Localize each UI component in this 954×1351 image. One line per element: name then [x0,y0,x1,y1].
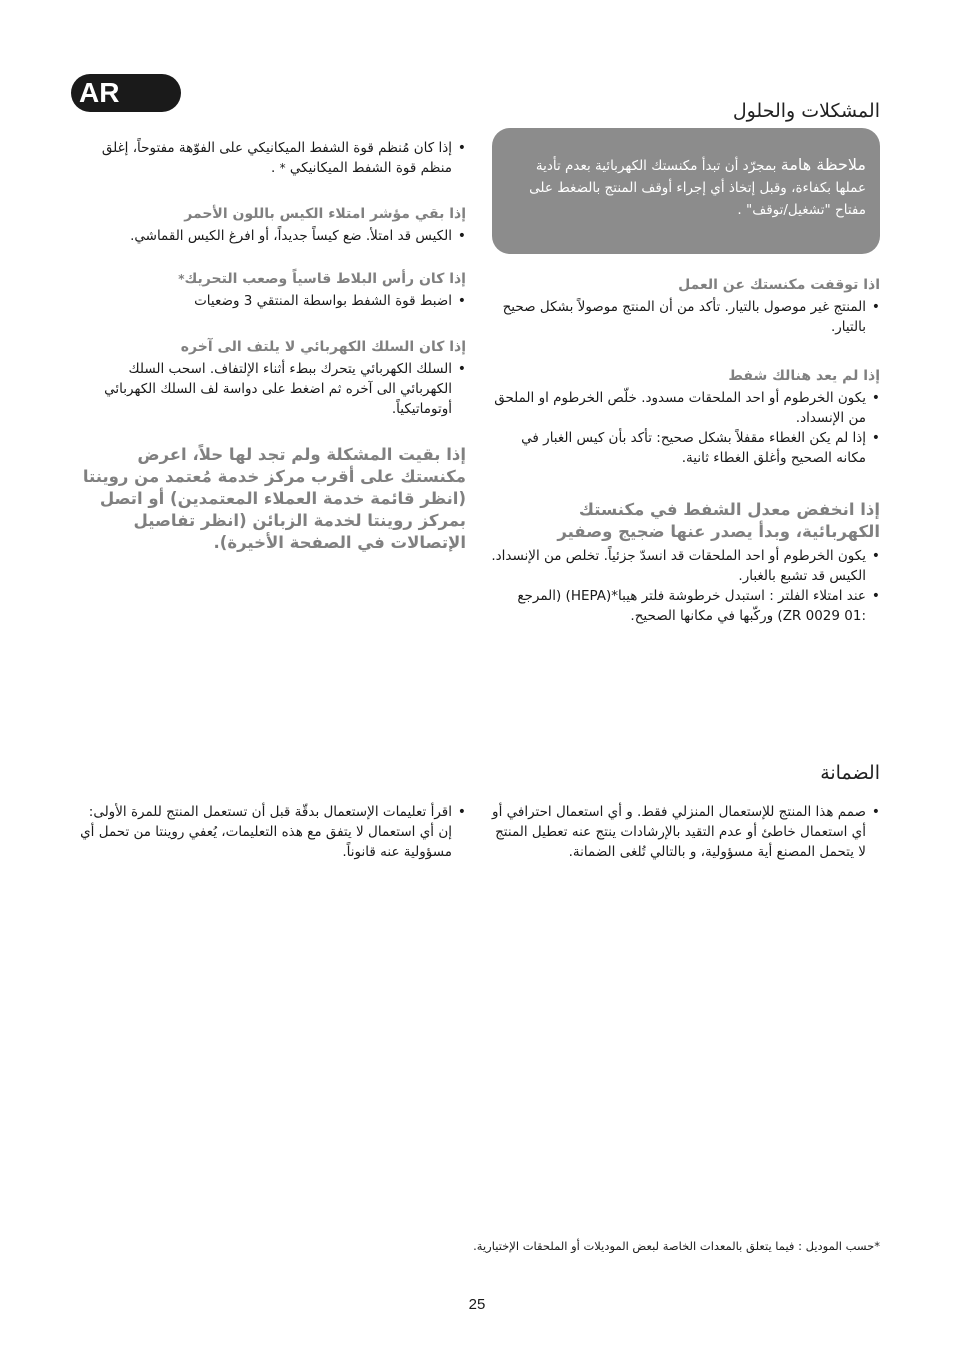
page-number: 25 [468,1296,486,1313]
stopped-heading: اذا توقفت مكنستك عن العمل [678,277,880,293]
stopped-item: • المنتج غير موصول بالتيار. تأكد من أن المنتج موصولاً بشكل صحيح بالتيار. [490,297,880,337]
red-indicator-heading: إذا بقي مؤشر امتلاء الكيس باللون الأحمر [184,206,466,222]
cord-heading: إذا كان السلك الكهربائي لا يلتف الى آخره [180,339,466,355]
reduced-suction-item-2: الكيس قد تشبع بالغبار. [738,568,866,584]
language-badge: AR [71,74,181,112]
stiff-head-section [76,270,466,311]
no-suction-section [490,367,880,468]
red-indicator-item: • الكيس قد امتلأ. ضع كيساً جديداً، أو افرغ الكيس القماشي. [76,226,466,246]
cord-section [76,338,466,419]
stopped-section [490,276,880,337]
cord-item: • السلك الكهربائي يتحرك ببطء أثناء الإلتفاف. اسحب السلك الكهربائي الى آخره ثم اضغط على دواسة لف السلك الكهربائي أوتوماتيكياً. [76,359,466,419]
reduced-suction-section [490,499,880,626]
footnote-star: * [178,272,185,286]
warranty-left-section [76,802,466,862]
no-suction-heading: إذا لم يعد هنالك شفط [728,368,880,384]
reduced-suction-heading: إذا انخفض معدل الشفط في مكنستك الكهربائية، وبدأ يصدر عنها ضجيج وصفير [557,500,880,541]
footnote-star: * [279,161,286,175]
persist-section [76,444,466,557]
no-suction-item-2: • إذا لم يكن الغطاء مقفلاً بشكل صحيح: تأكد بأن كيس الغبار في مكانه الصحيح وأغلق الغطاء ثانية. [490,428,880,468]
mechanical-regulator-section [76,138,466,178]
warranty-left-item: • اقرأ تعليمات الإستعمال بدقّة قبل أن تستعمل المنتج للمرة الأولى: إن أي استعمال لا يتفق مع هذه التعليمات، يُعفي روينتا من تحمل أي مسؤولية عنه قانوناً. [76,802,466,862]
stiff-head-item: • اضبط قوة الشفط بواسطة المنتقي 3 وضعيات [76,291,466,311]
note-label: ملاحظة هامة [780,155,866,174]
warranty-title: الضمانة [820,762,880,784]
warranty-right-section [490,802,880,862]
mechanical-regulator-item: • إذا كان مُنظم قوة الشفط الميكانيكي على الفوّهة مفتوحاً، إغلق منظم قوة الشفط الميكانيكي * . [76,138,466,178]
stiff-head-heading [76,270,466,288]
persist-text: إذا بقيت المشكلة ولم تجد لها حلاً، اعرض مكنستك على أقرب مركز خدمة مُعتمد من روينتا (انظر قائمة خدمة العملاء المعتمدين) أو اتصل بمركز روينتا لخدمة الزبائن (انظر تفاصيل الإتصالات في الصفحة الأخيرة). [82,445,466,552]
no-suction-item-1: • يكون الخرطوم أو احد الملحقات مسدود. خلّص الخرطوم او الملحق من الإنسداد. [490,388,880,428]
troubleshooting-title: المشكلات والحلول [732,100,880,122]
important-note-box [492,128,880,254]
warranty-right-item: • صمم هذا المنتج للإستعمال المنزلي فقط. و أي استعمال احترافي أو أي استعمال خاطئ أو عدم التقيد بالإرشادات ينتج عنه تعطيل المنتج لا يتحمل المصنع أية مسؤولية، و بالتالي تُلغى الضمانة. [490,802,880,862]
footnote: *حسب الموديل : فيما يتعلق بالمعدات الخاصة لبعض الموديلات أو الملحقات الإختيارية. [473,1239,880,1253]
note-text: بمجرّد أن تبدأ مكنستك الكهربائية بعدم تأدية عملها بكفاءة، وقبل إتخاذ أي إجراء أوقف المنتج بالضغط على مفتاح "تشغيل/توقف" . [529,158,866,218]
red-indicator-section [76,205,466,246]
stiff-head-heading-text: إذا كان رأس البلاط قاسياً وصعب التحريك [184,271,466,287]
mechanical-regulator-text: إذا كان مُنظم قوة الشفط الميكانيكي على الفوّهة مفتوحاً، إغلق منظم قوة الشفط الميكانيكي [101,140,452,176]
reduced-suction-item-1: • يكون الخرطوم أو احد الملحقات قد انسدّ جزئياً. تخلص من الإنسداد. [490,546,880,566]
reduced-suction-item-3: • عند امتلاء الفلتر : استبدل خرطوشة فلتر هيبا*(HEPA) (المرجع :ZR 0029 01) وركّبها في مكانها الصحيح. [490,586,880,626]
